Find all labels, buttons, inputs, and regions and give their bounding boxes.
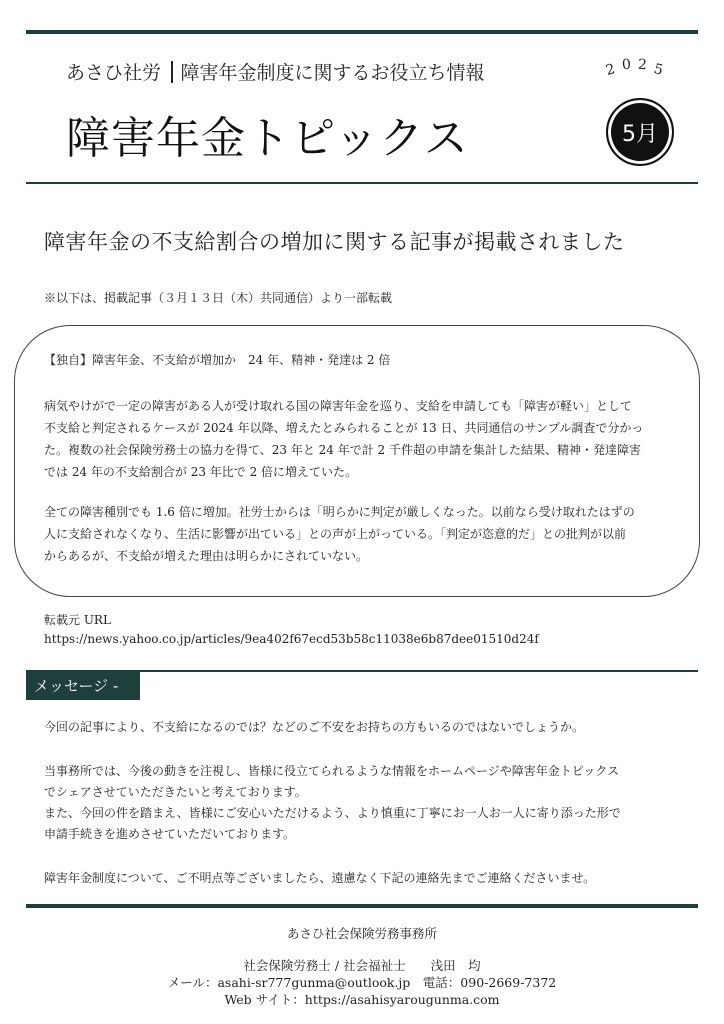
source-note: ※以下は、掲載記事（３月１３日（木）共同通信）より一部転載 xyxy=(44,291,393,305)
page-title: 障害年金トピックス xyxy=(66,113,469,164)
source-url-label: 転載元 URL xyxy=(44,613,111,627)
message-line: また、今回の件を踏まえ、皆様にご安心いただけるよう、より慎重に丁寧にお一人お一人に寄り添った形で xyxy=(44,806,621,820)
year-digit: 2 xyxy=(604,61,617,79)
year-digit: 5 xyxy=(652,61,665,79)
quote-paragraph-line: では 24 年の不支給割合が 23 年比で 2 倍に増えていた。 xyxy=(44,465,358,479)
header-bottom-rule xyxy=(26,182,698,184)
top-rule xyxy=(26,30,698,34)
month-badge xyxy=(606,98,674,166)
message-section-tab: メッセージ - xyxy=(26,672,140,700)
month-text: 5月 xyxy=(622,121,658,147)
article-heading: 障害年金の不支給割合の増加に関する記事が掲載されました xyxy=(44,230,625,254)
contact-info: メール：asahi-sr777gunma@outlook.jp 電話：090-2669-7372 xyxy=(167,975,557,990)
office-name: あさひ社会保険労務事務所 xyxy=(286,926,437,941)
quote-paragraph-line: 不支給と判定されるケースが 2024 年以降、増えたとみられることが 13 日、共同通信のサンプル調査で分かっ xyxy=(44,421,644,435)
year-digit: 2 xyxy=(637,56,648,74)
source-url-link[interactable]: https://news.yahoo.co.jp/articles/9ea402f67ecd53b58c11038e6b87dee01510d24f xyxy=(44,632,539,646)
org-name: あさひ社労 xyxy=(66,62,162,84)
quote-paragraph-line: た。複数の社会保険労務士の協力を得て、23 年と 24 年で計 2 千件超の申請を集計した結果、精神・発達障害 xyxy=(44,443,642,457)
message-line: でシェアさせていただきたいと考えております。 xyxy=(44,785,307,799)
website-info: Web サイト：https://asahisyarougunma.com xyxy=(224,992,500,1007)
message-line: 当事務所では、今後の動きを注視し、皆様に役立てられるような情報をホームページや障害年金トピックス xyxy=(44,764,620,778)
year-digit: 0 xyxy=(621,56,632,74)
message-line: 障害年金制度について、ご不明点等ございましたら、遠慮なく下記の連絡先までご連絡くださいませ。 xyxy=(44,871,596,885)
message-line: 申請手続きを進めさせていただいております。 xyxy=(44,827,296,841)
subtitle-text: 障害年金制度に関するお役立ち情報 xyxy=(180,62,485,84)
quote-paragraph-line: 全ての障害種別でも 1.6 倍に増加。社労士からは「明らかに判定が厳しくなった。以前なら受け取れたはずの xyxy=(44,505,635,519)
footer-rule xyxy=(26,904,698,908)
quote-headline: 【独自】障害年金、不支給が増加か 24 年、精神・発達は 2 倍 xyxy=(44,353,391,367)
quote-paragraph-line: からあるが、不支給が増えた理由は明らかにされていない。 xyxy=(44,549,369,563)
header-subtitle xyxy=(66,58,485,85)
message-line: 今回の記事により、不支給になるのでは？などのご不安をお持ちの方もいるのではないでしょうか。 xyxy=(44,720,585,734)
quote-paragraph-line: 人に支給されなくなり、生活に影響が出ている」との声が上がっている。「判定が恣意的だ」との批判が以前 xyxy=(44,527,627,541)
representative: 社会保険労務士 / 社会福祉士 浅田 均 xyxy=(243,958,481,973)
divider xyxy=(171,61,173,83)
quote-paragraph-line: 病気やけがで一定の障害がある人が受け取れる国の障害年金を巡り、支給を申請しても「障害が軽い」として xyxy=(44,399,633,413)
